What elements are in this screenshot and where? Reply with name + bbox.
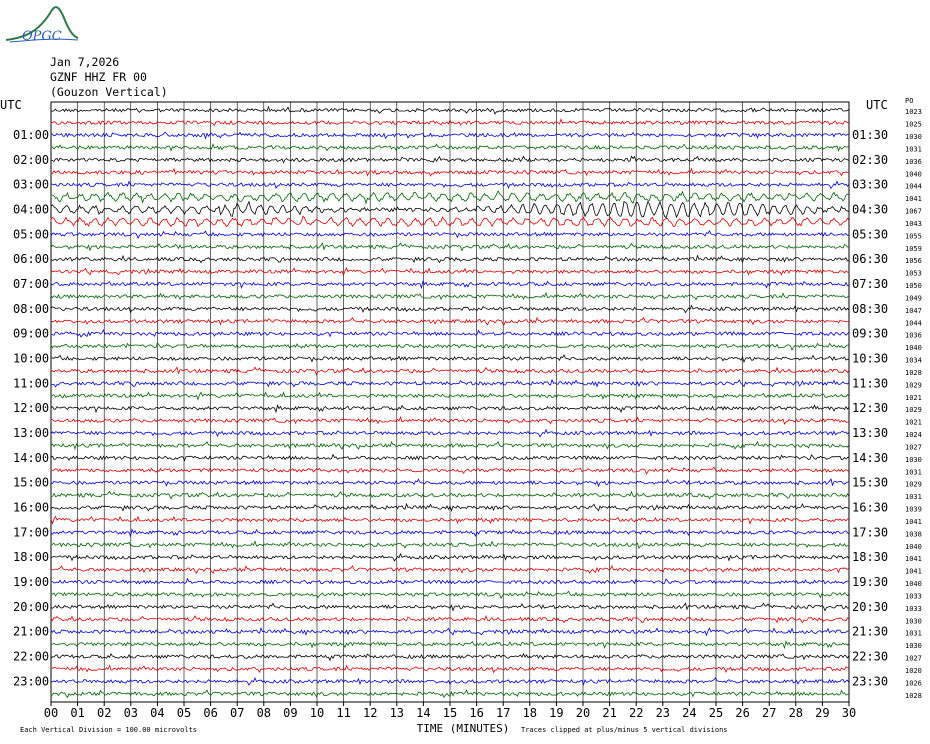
- left-hour-label: 20:00: [13, 599, 50, 614]
- trace-value-label: 1050: [905, 282, 922, 291]
- x-tick-label: 08: [256, 706, 272, 720]
- left-hour-label: 03:00: [13, 177, 50, 192]
- right-hour-label: 15:30: [852, 475, 889, 490]
- left-hour-label: 01:00: [13, 128, 50, 143]
- x-tick-label: 27: [761, 706, 777, 720]
- trace-value-label: 1029: [905, 406, 922, 415]
- left-hour-label: 16:00: [13, 500, 50, 515]
- right-hour-label: 09:30: [852, 326, 889, 341]
- x-tick-label: 18: [522, 706, 538, 720]
- trace-value-label: 1038: [905, 530, 922, 539]
- trace-value-label: 1047: [905, 306, 922, 315]
- x-tick-label: 12: [362, 706, 378, 720]
- trace-value-label: 1041: [905, 555, 922, 564]
- right-hour-label: 12:30: [852, 401, 889, 416]
- right-hour-label: 13:30: [852, 426, 889, 441]
- left-hour-label: 10:00: [13, 351, 50, 366]
- x-tick-label: 09: [283, 706, 298, 720]
- x-tick-label: 06: [203, 706, 218, 720]
- x-tick-label: 13: [389, 706, 405, 720]
- left-hour-label: 12:00: [13, 401, 50, 416]
- trace-value-label: 1023: [905, 108, 922, 117]
- left-hour-label: 17:00: [13, 525, 50, 540]
- trace-value-label: 1041: [905, 517, 922, 526]
- trace-value-label: 1055: [905, 232, 922, 241]
- left-hour-label: 13:00: [13, 426, 50, 441]
- trace-value-label: 1026: [905, 679, 922, 688]
- right-hour-label: 10:30: [852, 351, 889, 366]
- x-tick-label: 25: [708, 706, 724, 720]
- right-hour-label: 07:30: [852, 277, 889, 292]
- trace-value-label: 1031: [905, 629, 922, 638]
- right-hour-label: 19:30: [852, 575, 889, 590]
- right-hour-label: 16:30: [852, 500, 889, 515]
- x-tick-label: 00: [43, 706, 59, 720]
- trace-value-label: 1036: [905, 157, 922, 166]
- x-tick-label: 04: [150, 706, 165, 720]
- trace-value-label: 1044: [905, 319, 922, 328]
- trace-value-label: 1027: [905, 654, 922, 663]
- trace-value-label: 1031: [905, 145, 922, 154]
- trace-value-label: 1024: [905, 431, 922, 440]
- left-hour-label: 08:00: [13, 301, 50, 316]
- trace-value-label: 1029: [905, 480, 922, 489]
- right-hour-label: 02:30: [852, 152, 889, 167]
- station-code: GZNF HHZ FR 00: [50, 70, 147, 84]
- right-hour-label: 18:30: [852, 550, 889, 565]
- trace-value-label: 1025: [905, 120, 922, 129]
- right-hour-label: 21:30: [852, 624, 889, 639]
- x-tick-label: 26: [735, 706, 750, 720]
- left-hour-label: 15:00: [13, 475, 50, 490]
- trace-value-label: 1030: [905, 617, 922, 626]
- left-hour-label: 04:00: [13, 202, 50, 217]
- trace-value-label: 1040: [905, 344, 922, 353]
- trace-value-label: 1039: [905, 505, 922, 514]
- trace-value-label: 1041: [905, 567, 922, 576]
- x-tick-label: 15: [442, 706, 458, 720]
- trace-value-label: 1021: [905, 418, 922, 427]
- x-tick-label: 22: [628, 706, 644, 720]
- trace-value-label: 1059: [905, 244, 922, 253]
- station-location: (Gouzon Vertical): [50, 85, 168, 99]
- right-hour-label: 11:30: [852, 376, 889, 391]
- trace-value-label: 1021: [905, 393, 922, 402]
- trace-value-label: 1027: [905, 443, 922, 452]
- trace-value-label: 1044: [905, 182, 922, 191]
- right-utc-label: UTC: [866, 98, 888, 112]
- trace-value-label: 1020: [905, 666, 922, 675]
- x-tick-label: 28: [788, 706, 804, 720]
- x-tick-label: 10: [309, 706, 325, 720]
- x-tick-label: 23: [655, 706, 671, 720]
- x-tick-label: 21: [602, 706, 617, 720]
- left-hour-label: 14:00: [13, 450, 50, 465]
- left-hour-label: 02:00: [13, 152, 50, 167]
- right-hour-label: 01:30: [852, 128, 889, 143]
- trace-value-label: 1031: [905, 493, 922, 502]
- trace-value-label: 1033: [905, 604, 922, 613]
- right-hour-label: 03:30: [852, 177, 889, 192]
- trace-value-label: 1031: [905, 468, 922, 477]
- left-hour-label: 09:00: [13, 326, 50, 341]
- right-hour-label: 20:30: [852, 599, 889, 614]
- right-col-label: PO: [905, 97, 914, 105]
- footer-clip-note: Traces clipped at plus/minus 5 vertical divisions: [521, 726, 728, 734]
- left-hour-label: 22:00: [13, 649, 50, 664]
- trace-value-label: 1041: [905, 195, 922, 204]
- left-hour-label: 07:00: [13, 277, 50, 292]
- logo-text: OPGC: [22, 29, 62, 44]
- trace-value-label: 1028: [905, 691, 922, 700]
- left-utc-label: UTC: [0, 98, 22, 112]
- trace-value-label: 1040: [905, 580, 922, 589]
- trace-value-label: 1028: [905, 368, 922, 377]
- right-hour-label: 22:30: [852, 649, 889, 664]
- x-tick-label: 17: [495, 706, 511, 720]
- trace-value-label: 1030: [905, 642, 922, 651]
- left-hour-label: 06:00: [13, 252, 50, 267]
- trace-value-label: 1029: [905, 381, 922, 390]
- trace-value-label: 1030: [905, 455, 922, 464]
- x-tick-label: 14: [416, 706, 431, 720]
- right-hour-label: 08:30: [852, 301, 889, 316]
- trace-value-label: 1043: [905, 219, 922, 228]
- right-hour-label: 23:30: [852, 674, 889, 689]
- x-tick-label: 07: [229, 706, 245, 720]
- right-hour-label: 06:30: [852, 252, 889, 267]
- x-tick-label: 20: [575, 706, 591, 720]
- trace-value-label: 1033: [905, 592, 922, 601]
- trace-value-label: 1049: [905, 294, 922, 303]
- footer-scale-note: Each Vertical Division = 100.00 microvolts: [20, 726, 198, 734]
- trace-value-label: 1036: [905, 331, 922, 340]
- right-hour-label: 14:30: [852, 450, 889, 465]
- x-tick-label: 02: [96, 706, 112, 720]
- x-tick-label: 01: [70, 706, 85, 720]
- left-hour-label: 05:00: [13, 227, 50, 242]
- left-hour-label: 18:00: [13, 550, 50, 565]
- x-tick-label: 16: [469, 706, 484, 720]
- x-tick-label: 11: [336, 706, 351, 720]
- right-hour-label: 04:30: [852, 202, 889, 217]
- x-tick-label: 19: [549, 706, 564, 720]
- trace-value-label: 1056: [905, 257, 922, 266]
- trace-value-label: 1030: [905, 133, 922, 142]
- x-axis-label: TIME (MINUTES): [416, 722, 510, 735]
- x-tick-label: 29: [815, 706, 830, 720]
- trace-value-label: 1034: [905, 356, 922, 365]
- right-hour-label: 17:30: [852, 525, 889, 540]
- trace-value-label: 1040: [905, 170, 922, 179]
- x-tick-label: 03: [123, 706, 139, 720]
- plot-date: Jan 7,2026: [50, 55, 120, 69]
- left-hour-label: 23:00: [13, 674, 50, 689]
- left-hour-label: 21:00: [13, 624, 50, 639]
- x-tick-label: 05: [176, 706, 192, 720]
- trace-value-label: 1040: [905, 542, 922, 551]
- left-hour-label: 19:00: [13, 575, 50, 590]
- x-tick-label: 30: [841, 706, 857, 720]
- x-tick-label: 24: [682, 706, 697, 720]
- trace-value-label: 1053: [905, 269, 922, 278]
- right-hour-label: 05:30: [852, 227, 889, 242]
- trace-value-label: 1067: [905, 207, 922, 216]
- left-hour-label: 11:00: [13, 376, 50, 391]
